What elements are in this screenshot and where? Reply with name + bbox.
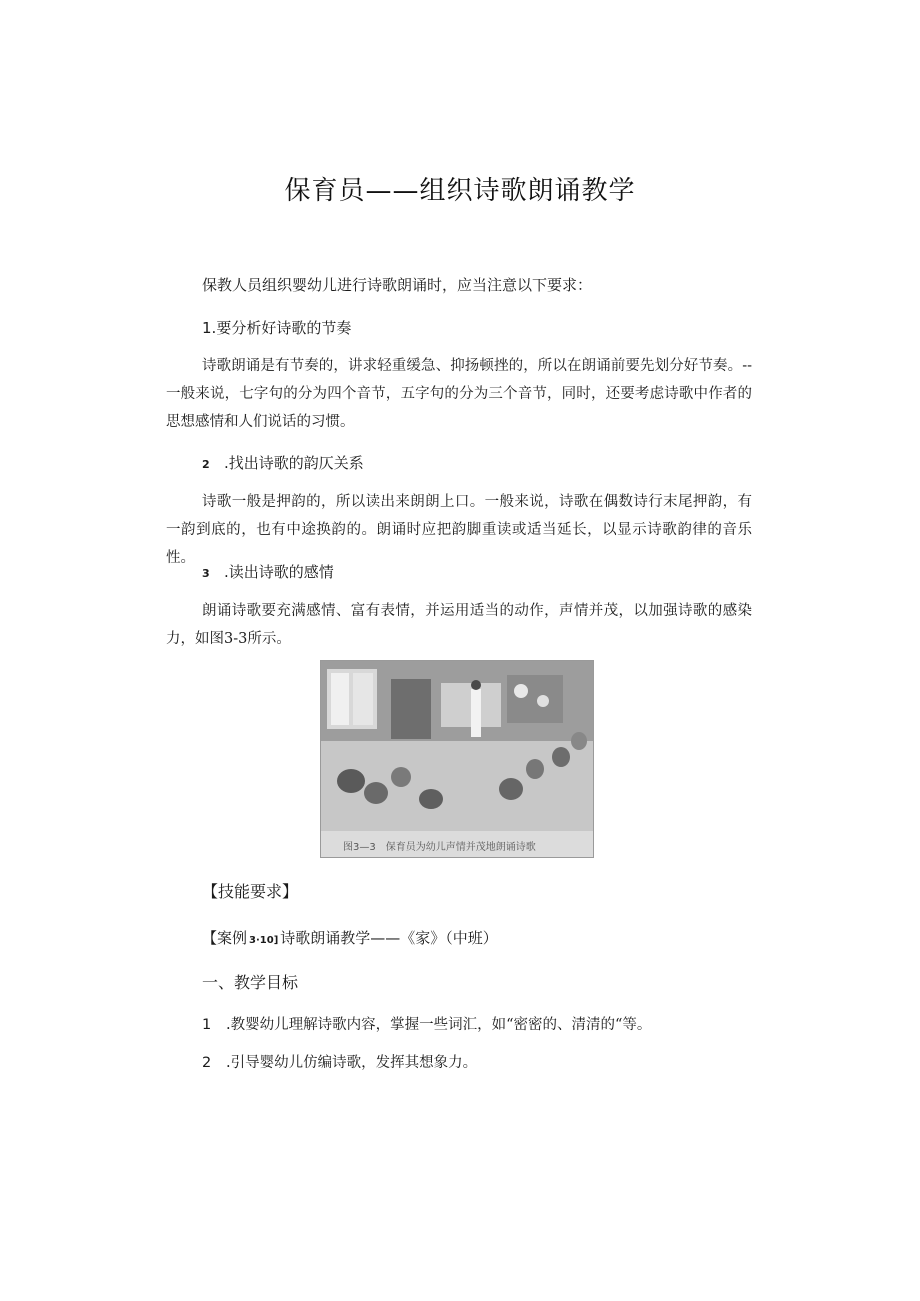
skill-heading: 【技能要求】 bbox=[202, 882, 299, 901]
classroom-photo-illustration bbox=[321, 661, 593, 857]
goal-number: 2 bbox=[202, 1055, 212, 1071]
intro-text: 保教人员组织婴幼儿进行诗歌朗诵时，应当注意以下要求： bbox=[202, 276, 593, 294]
classroom-photo bbox=[320, 660, 594, 858]
goal-text: .教婴幼儿理解诗歌内容，掌握一些词汇，如“密密的、清清的“等。 bbox=[226, 1017, 652, 1033]
case-heading bbox=[202, 927, 498, 948]
case-number: 3·10] bbox=[249, 935, 279, 946]
goal-heading: 一、教学目标 bbox=[202, 973, 299, 992]
section-heading-text: .找出诗歌的韵仄关系 bbox=[224, 454, 364, 472]
goal-text: .引导婴幼儿仿编诗歌，发挥其想象力。 bbox=[226, 1055, 478, 1071]
case-title: 诗歌朗诵教学——《家》（中班） bbox=[280, 929, 498, 947]
section-paragraph-2: 诗歌一般是押韵的，所以读出来朗朗上口。一般来说，诗歌在偶数诗行末尾押韵，有一韵到底的，也有中途换韵的。朗诵时应把韵脚重读或适当延长，以显示诗歌韵律的音乐性。 bbox=[166, 494, 752, 566]
photo-caption: 图3—3 保育员为幼儿声情并茂地朗诵诗歌 bbox=[343, 842, 536, 853]
page-title: 保育员——组织诗歌朗诵教学 bbox=[284, 176, 636, 206]
goal-number: 1 bbox=[202, 1017, 212, 1033]
goal-item-2 bbox=[202, 1051, 477, 1072]
section-heading-text: .要分析好诗歌的节奏 bbox=[211, 319, 352, 337]
section-number: 3 bbox=[202, 567, 210, 580]
section-heading-text: .读出诗歌的感情 bbox=[224, 563, 334, 581]
section-heading-2 bbox=[202, 452, 364, 473]
section-paragraph-1: 诗歌朗诵是有节奏的，讲求轻重缓急、抑扬顿挫的，所以在朗诵前要先划分好节奏。--一般来说，七字句的分为四个音节，五字句的分为三个音节，同时，还要考虑诗歌中作者的思想感情和人们说话的习惯。 bbox=[166, 358, 752, 430]
section-number: 1 bbox=[202, 319, 212, 337]
case-prefix: 【案例 bbox=[202, 929, 248, 947]
section-heading-3 bbox=[202, 561, 334, 582]
section-number: 2 bbox=[202, 458, 210, 471]
section-paragraph-3: 朗诵诗歌要充满感情、富有表情，并运用适当的动作，声情并茂，以加强诗歌的感染力，如图3-3所示。 bbox=[166, 603, 752, 647]
section-heading-1 bbox=[202, 317, 351, 338]
goal-item-1 bbox=[202, 1013, 651, 1034]
